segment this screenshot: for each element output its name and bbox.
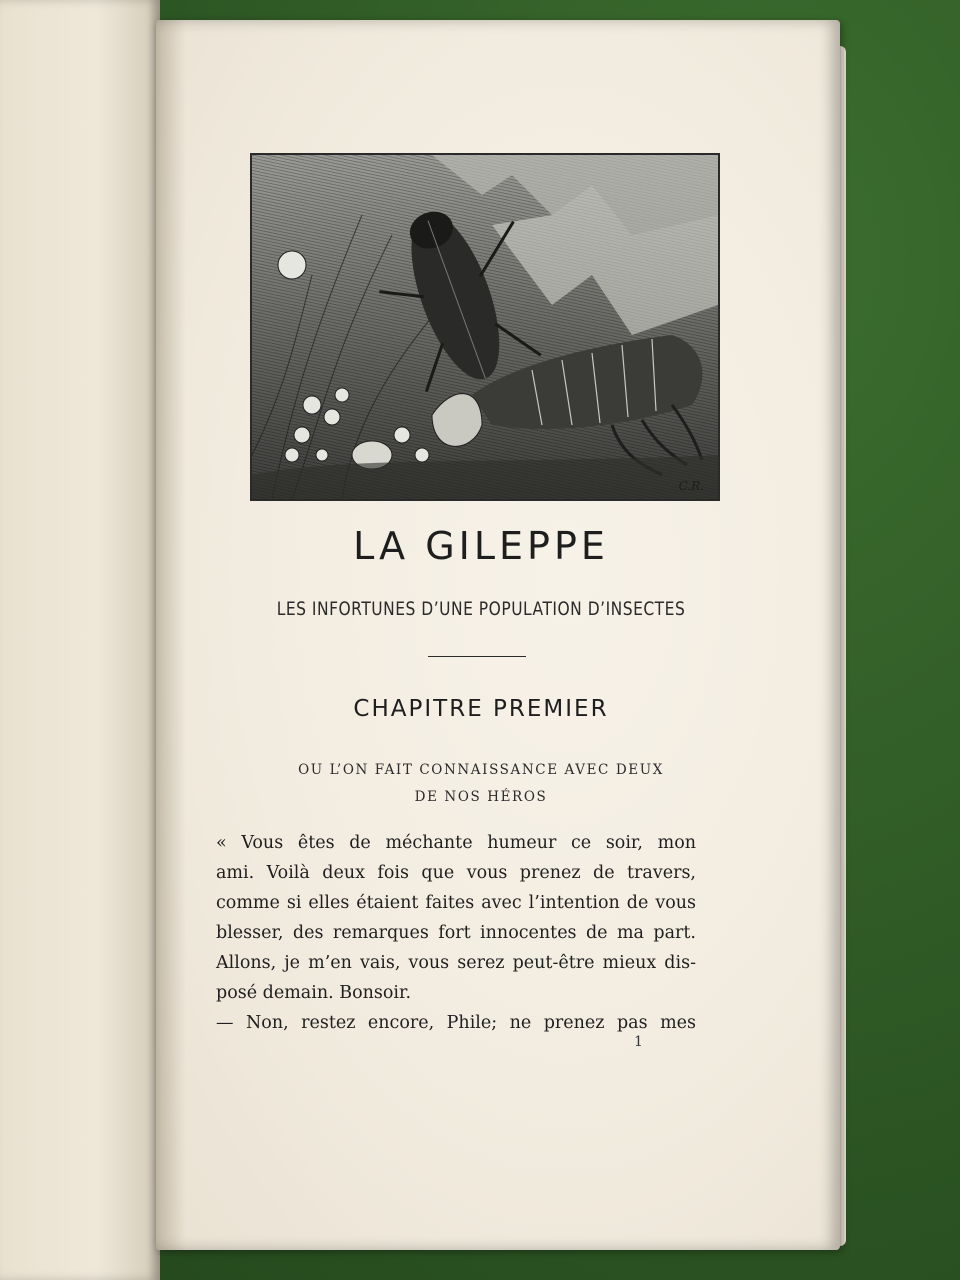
chapter-heading: CHAPITRE PREMIER [353, 696, 609, 722]
body-line: posé demain. Bonsoir. [216, 983, 412, 1003]
body-line: comme si elles étaient faites avec l’intention de vous [216, 893, 696, 913]
chapter-subheading-line: DE NOS HÉROS [414, 789, 548, 805]
dialogue-line: — Non, restez encore, Phile; ne prenez pas mes [216, 1013, 696, 1033]
chapter-subheading-line: OU L’ON FAIT CONNAISSANCE AVEC DEUX [298, 762, 664, 778]
chapter-subheading [156, 757, 806, 811]
left-page-edge [0, 0, 160, 1280]
gutter-shadow [156, 20, 186, 1250]
engraving-illustration [250, 153, 720, 501]
book-subtitle: LES INFORTUNES D’UNE POPULATION D’INSECTES [276, 598, 686, 620]
body-line: blesser, des remarques fort innocentes de ma part. [216, 923, 696, 943]
engraver-signature: C.R. [678, 479, 704, 493]
body-line: Allons, je m’en vais, vous serez peut-être mieux dis- [216, 953, 696, 973]
page-number: 1 [634, 1034, 643, 1050]
title-divider [428, 656, 526, 657]
engraving-beetle-and-crayfish-icon [252, 155, 718, 499]
chapter-body [216, 828, 696, 1038]
body-line: « Vous êtes de méchante humeur ce soir, mon [216, 833, 696, 853]
body-line: ami. Voilà deux fois que vous prenez de travers, [216, 863, 696, 883]
book-title: LA GILEPPE [353, 524, 609, 568]
book-page [156, 20, 840, 1250]
